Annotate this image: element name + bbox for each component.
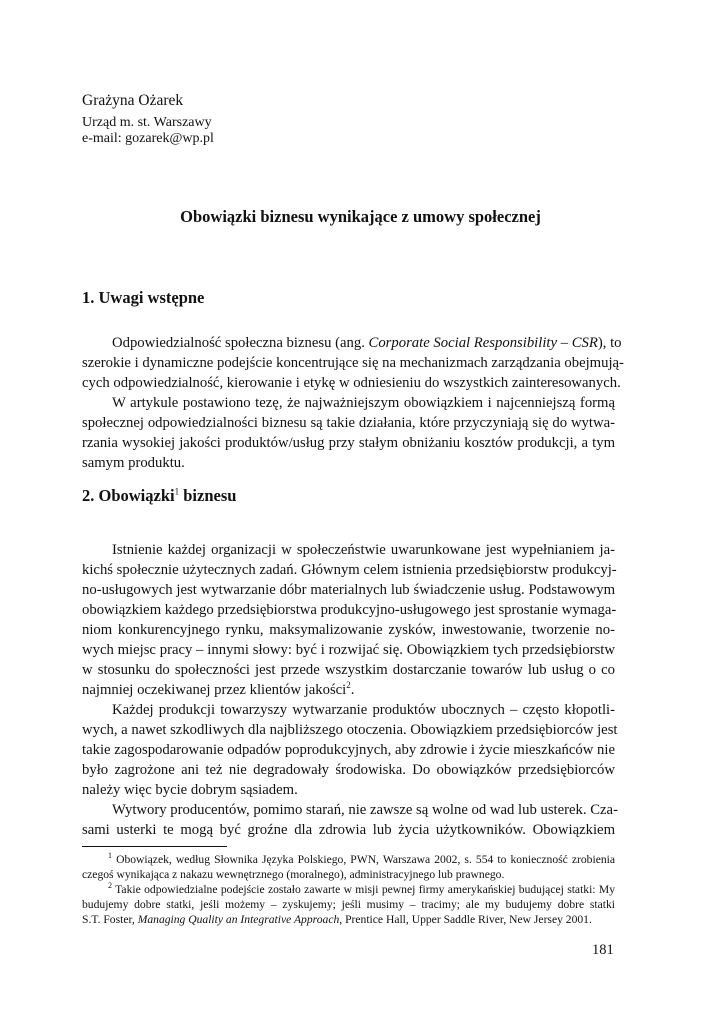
body-line: Wytwory producentów, pomimo starań, nie zawsze są wolne od wad lub usterek. Cza- <box>112 802 618 818</box>
body-line: Istnienie każdej organizacji w społeczeństwie uwarunkowane jest wypełnianiem ja- <box>112 542 615 558</box>
body-line: sami usterki te mogą być groźne dla zdrowia lub życia użytkowników. Obowiązkiem <box>82 822 615 838</box>
author-email: e-mail: gozarek@wp.pl <box>82 131 214 146</box>
body-line: wych, a nawet szkodliwych dla najbliższego otoczenia. Obowiązkiem przedsiębiorców jest <box>82 722 618 738</box>
author-name: Grażyna Ożarek <box>82 92 184 109</box>
body-line: kichś społecznie użytecznych zadań. Głównym celem istnienia przedsiębiorstw produkcyj- <box>82 562 617 578</box>
body-line: samym produktu. <box>82 455 185 471</box>
body-line: najmniej oczekiwanej przez klientów jakości$^2$. <box>82 680 355 698</box>
body-line: takie zagospodarowanie odpadów poprodukcyjnych, aby zdrowie i życie mieszkańców nie <box>82 742 615 758</box>
body-line: no-usługowych jest wytwarzanie dóbr materialnych lub świadczenie usług. Podstawowym <box>82 582 615 598</box>
section-heading-1: 1. Uwagi wstępne <box>82 288 205 307</box>
body-line: należy więc bycie dobrym sąsiadem. <box>82 782 298 798</box>
body-line: Odpowiedzialność społeczna biznesu (ang. Corporate Social Responsibility – CSR), to <box>112 335 622 351</box>
body-line: w stosunku do społeczności jest przede wszystkim dostarczanie towarów lub usług o co <box>82 662 615 678</box>
section-heading-2: 2. Obowiązki$^1$ biznesu <box>82 486 237 505</box>
footnote-separator <box>82 846 227 847</box>
body-line: było zagrożone ani też nie degradowały środowiska. Do obowiązków przedsiębiorców <box>82 762 615 778</box>
author-affiliation <box>82 115 214 147</box>
footnote-2-cont: S.T. Foster, Managing Quality an Integrative Approach, Prentice Hall, Upper Saddle River, New Jersey 2001. <box>82 913 592 926</box>
footnote-1-cont: czegoś wynikająca z nakazu wewnętrznego (moralnego), administracyjnego lub prawnego. <box>82 868 505 881</box>
body-line: Każdej produkcji towarzyszy wytwarzanie produktów ubocznych – często kłopotli- <box>112 702 615 718</box>
footnote-2-cont: budujemy dobre statki, jeśli możemy – zyskujemy; jeśli musimy – tracimy; ale my budujemy dobre statki <box>82 898 615 911</box>
footnote-1: $^1$ Obowiązek, według Słownika Języka Polskiego, PWN, Warszawa 2002, s. 554 to konieczność zrobienia <box>108 851 615 866</box>
body-line: rzania wysokiej jakości produktów/usług przy stałym obniżaniu kosztów produkcji, a tym <box>82 435 615 451</box>
body-line: wych miejsc pracy – innymi słowy: być i rozwijać się. Obowiązkiem tych przedsiębiorstw <box>82 642 615 658</box>
footnote-ref-2: 2 <box>346 680 351 691</box>
body-line: cych odpowiedzialność, kierowanie i etykę w odniesieniu do wszystkich zainteresowanych. <box>82 375 621 391</box>
body-line: obowiązkiem każdego przedsiębiorstwa produkcyjno-usługowego jest sprostanie wymaga- <box>82 602 617 618</box>
body-line: niom konkurencyjnego rynku, maksymalizowanie zysków, inwestowanie, tworzenie no- <box>82 622 615 638</box>
paper-title: Obowiązki biznesu wynikające z umowy społecznej <box>180 207 541 226</box>
author-institution: Urząd m. st. Warszawy <box>82 115 212 130</box>
footnote-2: $^2$ Takie odpowiedzialne podejście zostało zawarte w misji pewnej firmy amerykańskiej budującej statki: My <box>108 881 615 896</box>
body-line: szerokie i dynamiczne podejście koncentrujące się na mechanizmach zarządzania obejmują- <box>82 355 624 371</box>
page-number: 181 <box>592 942 614 958</box>
body-line: społecznej odpowiedzialności biznesu są takie działania, które przyczyniają się do wytwa- <box>82 415 615 431</box>
body-line: W artykule postawiono tezę, że najważniejszym obowiązkiem i najcenniejszą formą <box>112 395 615 411</box>
footnote-ref-1: 1 <box>174 486 180 497</box>
